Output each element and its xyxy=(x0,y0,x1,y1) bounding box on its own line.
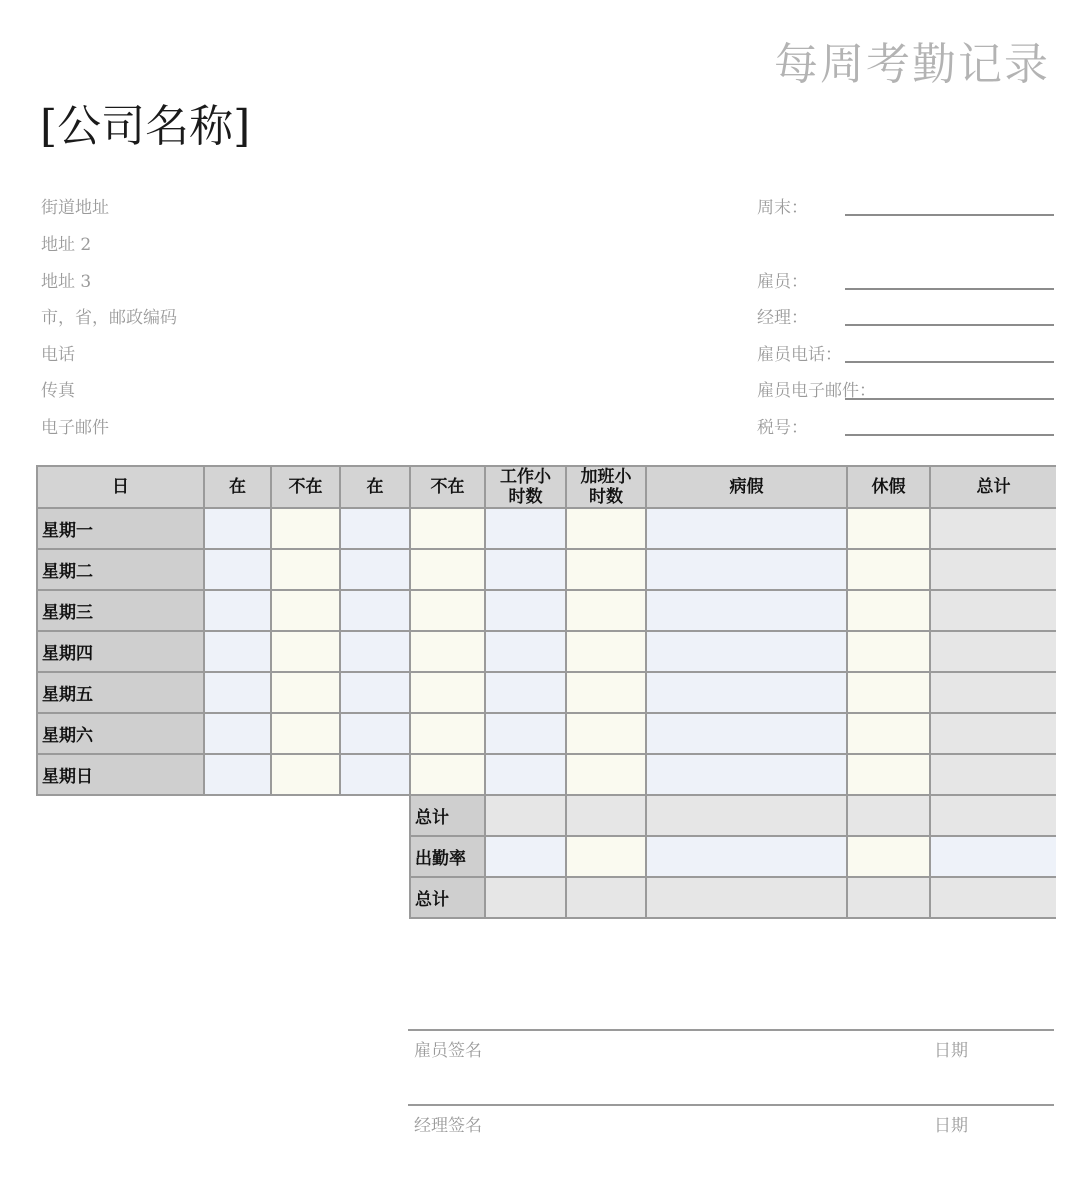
manager-date-label: 日期 xyxy=(934,1116,968,1136)
summary-cell xyxy=(930,877,1056,918)
address-street[interactable]: 街道地址 xyxy=(41,198,109,218)
cell-input[interactable] xyxy=(410,549,485,590)
header-present: 在 xyxy=(204,466,271,508)
day-label: 星期六 xyxy=(37,713,204,754)
summary-cell[interactable] xyxy=(485,836,566,877)
cell-input[interactable] xyxy=(566,672,646,713)
employee-signature-label: 雇员签名 xyxy=(414,1041,482,1061)
cell-total xyxy=(930,508,1056,549)
address-fax[interactable]: 传真 xyxy=(41,381,75,401)
cell-input[interactable] xyxy=(646,672,847,713)
summary-cell xyxy=(566,795,646,836)
cell-input[interactable] xyxy=(271,672,340,713)
summary-cell xyxy=(485,877,566,918)
header-present-2: 在 xyxy=(340,466,410,508)
cell-input[interactable] xyxy=(204,590,271,631)
day-label: 星期五 xyxy=(37,672,204,713)
header-absent: 不在 xyxy=(271,466,340,508)
employee-phone-field[interactable] xyxy=(845,361,1054,363)
employee-label: 雇员： xyxy=(757,272,808,292)
cell-input[interactable] xyxy=(271,590,340,631)
summary-row xyxy=(37,877,1056,918)
cell-input[interactable] xyxy=(847,754,930,795)
cell-total xyxy=(930,631,1056,672)
employee-phone-label: 雇员电话： xyxy=(757,345,842,365)
cell-input[interactable] xyxy=(271,631,340,672)
manager-field[interactable] xyxy=(845,324,1054,326)
company-name[interactable]: [公司名称] xyxy=(40,101,251,152)
cell-input[interactable] xyxy=(646,549,847,590)
cell-input[interactable] xyxy=(204,508,271,549)
cell-input[interactable] xyxy=(340,549,410,590)
cell-input[interactable] xyxy=(646,754,847,795)
summary-cell xyxy=(566,877,646,918)
week-end-label: 周末： xyxy=(757,198,808,218)
summary-cell[interactable] xyxy=(847,836,930,877)
cell-input[interactable] xyxy=(566,631,646,672)
cell-input[interactable] xyxy=(410,631,485,672)
summary-cell xyxy=(847,877,930,918)
cell-input[interactable] xyxy=(340,713,410,754)
address-city-province-zip[interactable]: 市，省，邮政编码 xyxy=(41,308,177,328)
header-work-hours: 工作小时数 xyxy=(485,466,566,508)
cell-input[interactable] xyxy=(204,754,271,795)
header-absent-2: 不在 xyxy=(410,466,485,508)
manager-label: 经理： xyxy=(757,308,808,328)
summary-cell xyxy=(847,795,930,836)
cell-input[interactable] xyxy=(271,508,340,549)
cell-input[interactable] xyxy=(485,672,566,713)
cell-input[interactable] xyxy=(485,590,566,631)
employee-field[interactable] xyxy=(845,288,1054,290)
cell-input[interactable] xyxy=(646,713,847,754)
summary-cell[interactable] xyxy=(930,836,1056,877)
day-label: 星期一 xyxy=(37,508,204,549)
cell-input[interactable] xyxy=(410,508,485,549)
header-vacation: 休假 xyxy=(847,466,930,508)
cell-input[interactable] xyxy=(340,631,410,672)
summary-cell xyxy=(485,795,566,836)
cell-input[interactable] xyxy=(847,549,930,590)
header-sick-leave: 病假 xyxy=(646,466,847,508)
cell-input[interactable] xyxy=(566,754,646,795)
cell-input[interactable] xyxy=(566,549,646,590)
summary-row xyxy=(37,836,1056,877)
summary-label: 总计 xyxy=(410,877,485,918)
employee-email-field[interactable] xyxy=(845,398,1054,400)
cell-input[interactable] xyxy=(271,713,340,754)
table-row xyxy=(37,590,1056,631)
cell-input[interactable] xyxy=(566,590,646,631)
cell-input[interactable] xyxy=(646,508,847,549)
attendance-table xyxy=(36,465,1056,919)
cell-input[interactable] xyxy=(847,631,930,672)
header-day: 日 xyxy=(37,466,204,508)
address-line-2[interactable]: 地址 2 xyxy=(41,235,92,255)
cell-input[interactable] xyxy=(485,508,566,549)
table-row xyxy=(37,672,1056,713)
table-row xyxy=(37,508,1056,549)
cell-input[interactable] xyxy=(847,672,930,713)
address-phone[interactable]: 电话 xyxy=(41,345,75,365)
employee-date-label: 日期 xyxy=(934,1041,968,1061)
cell-input[interactable] xyxy=(271,549,340,590)
cell-total xyxy=(930,549,1056,590)
header-total: 总计 xyxy=(930,466,1056,508)
summary-label: 总计 xyxy=(410,795,485,836)
day-label: 星期日 xyxy=(37,754,204,795)
cell-input[interactable] xyxy=(847,590,930,631)
address-line-3[interactable]: 地址 3 xyxy=(41,272,92,292)
cell-input[interactable] xyxy=(646,631,847,672)
cell-input[interactable] xyxy=(340,590,410,631)
week-end-field[interactable] xyxy=(845,214,1054,216)
cell-input[interactable] xyxy=(204,672,271,713)
table-row xyxy=(37,631,1056,672)
cell-input[interactable] xyxy=(204,631,271,672)
summary-cell xyxy=(646,795,847,836)
table-row xyxy=(37,549,1056,590)
cell-input[interactable] xyxy=(485,631,566,672)
cell-total xyxy=(930,672,1056,713)
cell-input[interactable] xyxy=(410,672,485,713)
header-overtime-hours: 加班小时数 xyxy=(566,466,646,508)
cell-input[interactable] xyxy=(847,508,930,549)
summary-cell xyxy=(930,795,1056,836)
cell-input[interactable] xyxy=(485,713,566,754)
document-title: 每周考勤记录 xyxy=(774,39,1050,90)
cell-input[interactable] xyxy=(410,590,485,631)
cell-total xyxy=(930,713,1056,754)
manager-signature-field[interactable] xyxy=(408,1104,1054,1106)
cell-input[interactable] xyxy=(485,549,566,590)
cell-total xyxy=(930,754,1056,795)
summary-cell[interactable] xyxy=(646,836,847,877)
summary-label: 出勤率 xyxy=(410,836,485,877)
employee-email-label: 雇员电子邮件： xyxy=(757,381,876,401)
address-email[interactable]: 电子邮件 xyxy=(41,418,109,438)
day-label: 星期四 xyxy=(37,631,204,672)
table-header-row xyxy=(37,466,1056,508)
cell-input[interactable] xyxy=(340,672,410,713)
cell-input[interactable] xyxy=(204,549,271,590)
tax-id-field[interactable] xyxy=(845,434,1054,436)
summary-row xyxy=(37,795,1056,836)
cell-input[interactable] xyxy=(410,754,485,795)
cell-input[interactable] xyxy=(485,754,566,795)
manager-signature-label: 经理签名 xyxy=(414,1116,482,1136)
cell-input[interactable] xyxy=(340,508,410,549)
tax-id-label: 税号： xyxy=(757,418,808,438)
cell-input[interactable] xyxy=(340,754,410,795)
employee-signature-field[interactable] xyxy=(408,1029,1054,1031)
cell-input[interactable] xyxy=(271,754,340,795)
cell-input[interactable] xyxy=(566,713,646,754)
cell-input[interactable] xyxy=(410,713,485,754)
cell-input[interactable] xyxy=(646,590,847,631)
cell-input[interactable] xyxy=(847,713,930,754)
cell-input[interactable] xyxy=(204,713,271,754)
table-row xyxy=(37,713,1056,754)
cell-input[interactable] xyxy=(566,508,646,549)
summary-cell[interactable] xyxy=(566,836,646,877)
summary-cell xyxy=(646,877,847,918)
cell-total xyxy=(930,590,1056,631)
day-label: 星期三 xyxy=(37,590,204,631)
day-label: 星期二 xyxy=(37,549,204,590)
table-row xyxy=(37,754,1056,795)
